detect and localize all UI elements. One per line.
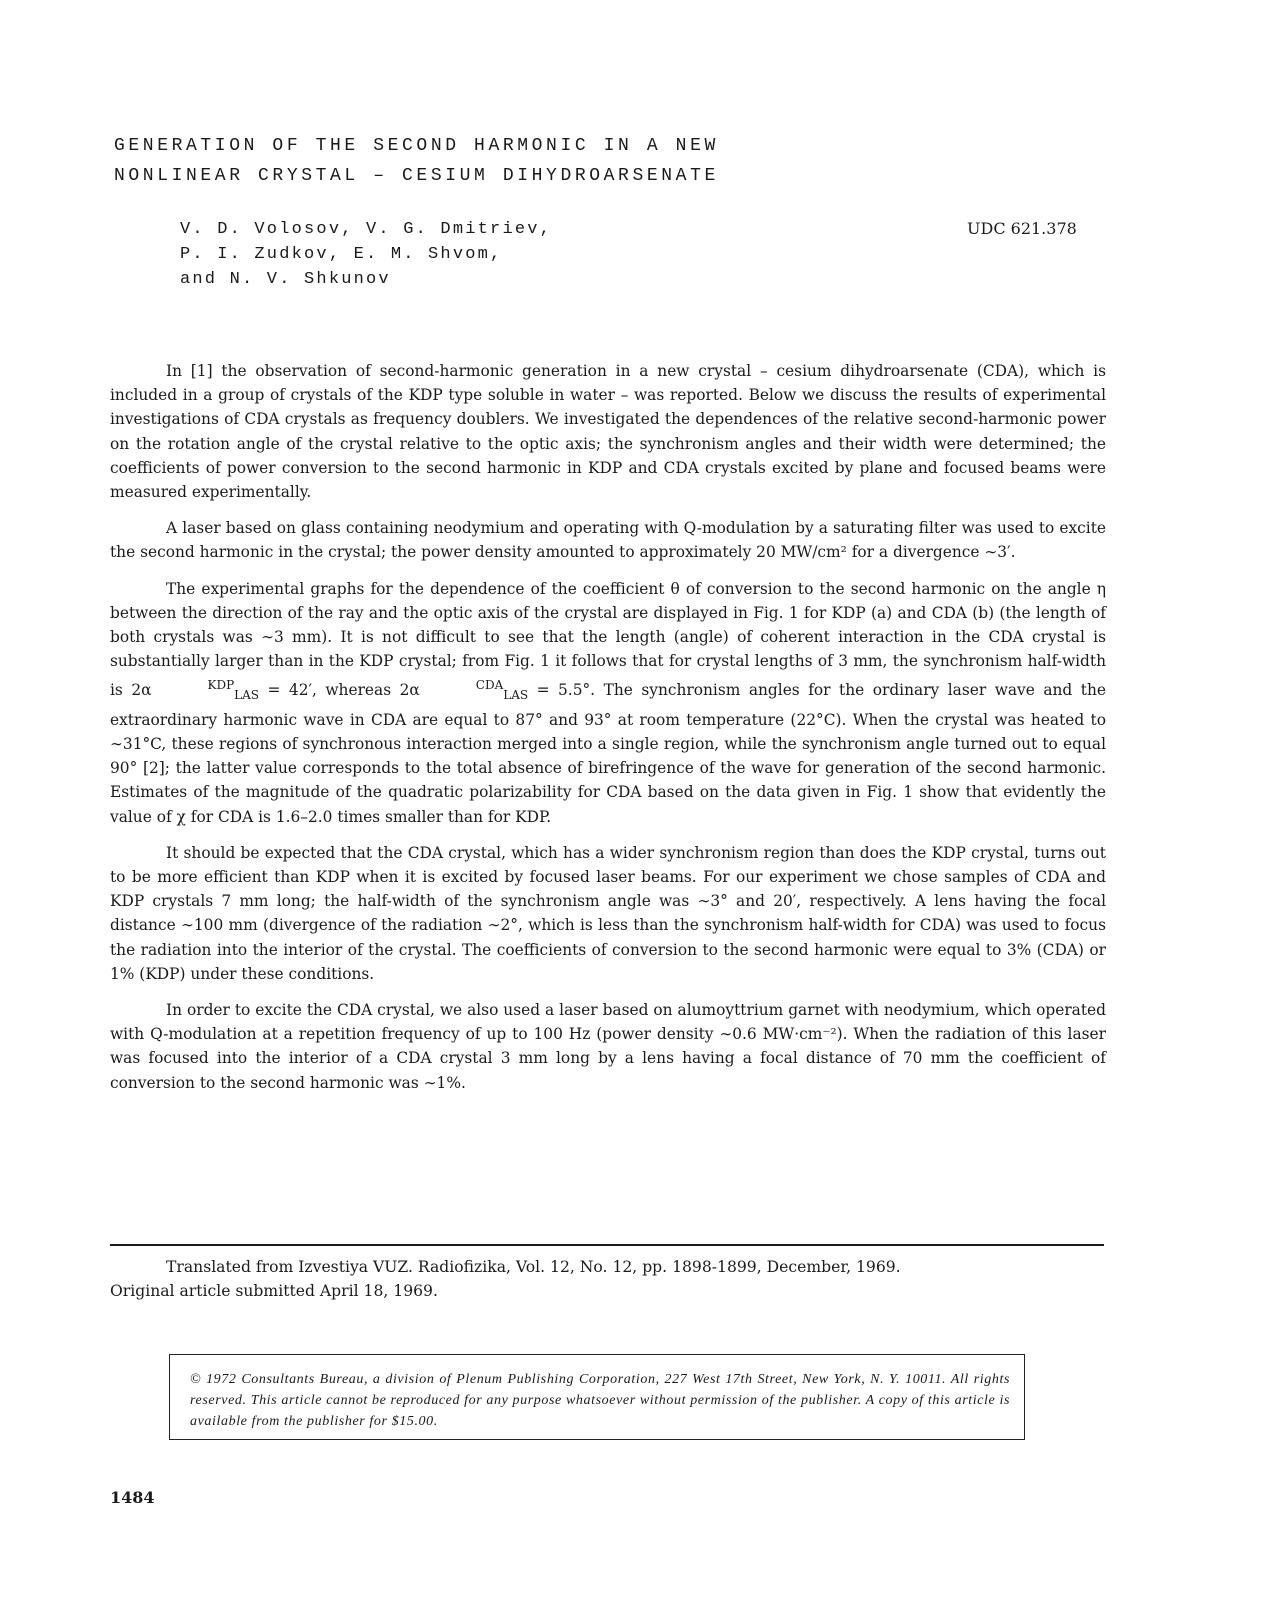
las-subscript-2: LAS — [503, 688, 529, 703]
cda-superscript: CDA — [475, 678, 504, 693]
kdp-superscript: KDP — [207, 678, 235, 693]
article-body — [110, 359, 1106, 1111]
paragraph-4: It should be expected that the CDA crystal, which has a wider synchronism region than does the KDP crystal, turns out to be more efficient than KDP when it is excited by focused laser beams. For our experiment we chose samples of CDA and KDP crystals 7 mm long; the half-width of the synchronism angle was ∼3° and 20′, respectively. A lens having the focal distance ∼100 mm (divergence of the radiation ∼2°, which is less than the synchronism half-width for CDA) was used to focus the radiation into the interior of the crystal. The coefficients of conversion to the second harmonic were equal to 3% (CDA) or 1% (KDP) under these conditions. — [110, 843, 1106, 983]
alpha-cda-las — [420, 673, 528, 707]
paragraph-1: In [1] the observation of second-harmonic generation in a new crystal – cesium dihydroarsenate (CDA), which is included in a group of crystals of the KDP type soluble in water – was reported. Below we discuss the results of experimental investigations of CDA crystals as frequency doublers. We investigated the dependences of the relative second-harmonic power on the rotation angle of the crystal relative to the optic axis; the synchronism angles and their width were determined; the coefficients of power conversion to the second harmonic in KDP and CDA crystals excited by plane and focused beams were measured experimentally. — [110, 362, 1106, 502]
footnote-divider — [110, 1244, 1104, 1246]
paragraph-3 — [110, 577, 1106, 829]
copyright-box: © 1972 Consultants Bureau, a division of Plenum Publishing Corporation, 227 West 17th Street, New York, N. Y. 10011. All rights reserved. This article cannot be reproduced for any purpose whatsoever without permission of the publisher. A copy of this article is available from the publisher for $15.00. — [169, 1354, 1025, 1440]
paragraph-5: In order to excite the CDA crystal, we also used a laser based on alumoyttrium garnet with neodymium, which operated with Q-modulation at a repetition frequency of up to 100 Hz (power density ∼0.6 MW·cm⁻²). When the radiation of this laser was focused into the interior of a CDA crystal 3 mm long by a lens having a focal distance of 70 mm the coefficient of conversion to the second harmonic was ∼1%. — [110, 1001, 1106, 1092]
title-line-2: NONLINEAR CRYSTAL – CESIUM DIHYDROARSENATE — [114, 166, 719, 186]
author-list — [180, 217, 740, 292]
authors-line-1: V. D. Volosov, V. G. Dmitriev, — [180, 220, 553, 239]
udc-code: UDC 621.378 — [967, 219, 1077, 238]
paragraph-3-part-a: The experimental graphs for the dependence of the coefficient θ of conversion to the second harmonic on the angle η between the direction of the ray and the optic axis of the crystal are displayed in Fig. 1 for KDP (a) and CDA (b) (the length of both crystals was ∼3 mm). It is not difficult to see that the length (angle) of coherent interaction in the CDA crystal is substantially larger than in the KDP crystal; from Fig. 1 it follows that for crystal lengths of 3 mm, the synchronism half-width is 2α — [110, 579, 1106, 700]
paragraph-2: A laser based on glass containing neodymium and operating with Q-modulation by a saturating filter was used to excite the second harmonic in the crystal; the power density amounted to approximately 20 MW/cm² for a divergence ∼3′. — [110, 519, 1106, 562]
paragraph-3-part-c: = 5.5°. The synchronism angles for the ordinary laser wave and the extraordinary harmonic wave in CDA are equal to 87° and 93° at room temperature (22°C). When the crystal was heated to ∼31°C, these regions of synchronous interaction merged into a single region, while the synchronism angle turned out to equal 90° [2]; the latter value corresponds to the total absence of birefringence of the wave for generation of the second harmonic. Estimates of the magnitude of the quadratic polarizability for CDA based on the data given in Fig. 1 show that evidently the value of χ for CDA is 1.6–2.0 times smaller than for KDP. — [110, 681, 1106, 826]
translation-note — [110, 1255, 1106, 1303]
las-subscript-1: LAS — [234, 688, 260, 703]
translation-line-1: Translated from Izvestiya VUZ. Radiofizika, Vol. 12, No. 12, pp. 1898-1899, December, 1969. — [166, 1258, 901, 1276]
authors-line-3: and N. V. Shkunov — [180, 270, 391, 289]
translation-line-2: Original article submitted April 18, 1969. — [110, 1282, 438, 1300]
title-line-1: GENERATION OF THE SECOND HARMONIC IN A NEW — [114, 136, 719, 156]
authors-line-2: P. I. Zudkov, E. M. Shvom, — [180, 245, 503, 264]
alpha-kdp-las — [152, 673, 260, 707]
paragraph-3-part-b: = 42′, whereas 2α — [259, 681, 420, 700]
page-number: 1484 — [110, 1488, 155, 1507]
article-title — [114, 131, 1014, 191]
